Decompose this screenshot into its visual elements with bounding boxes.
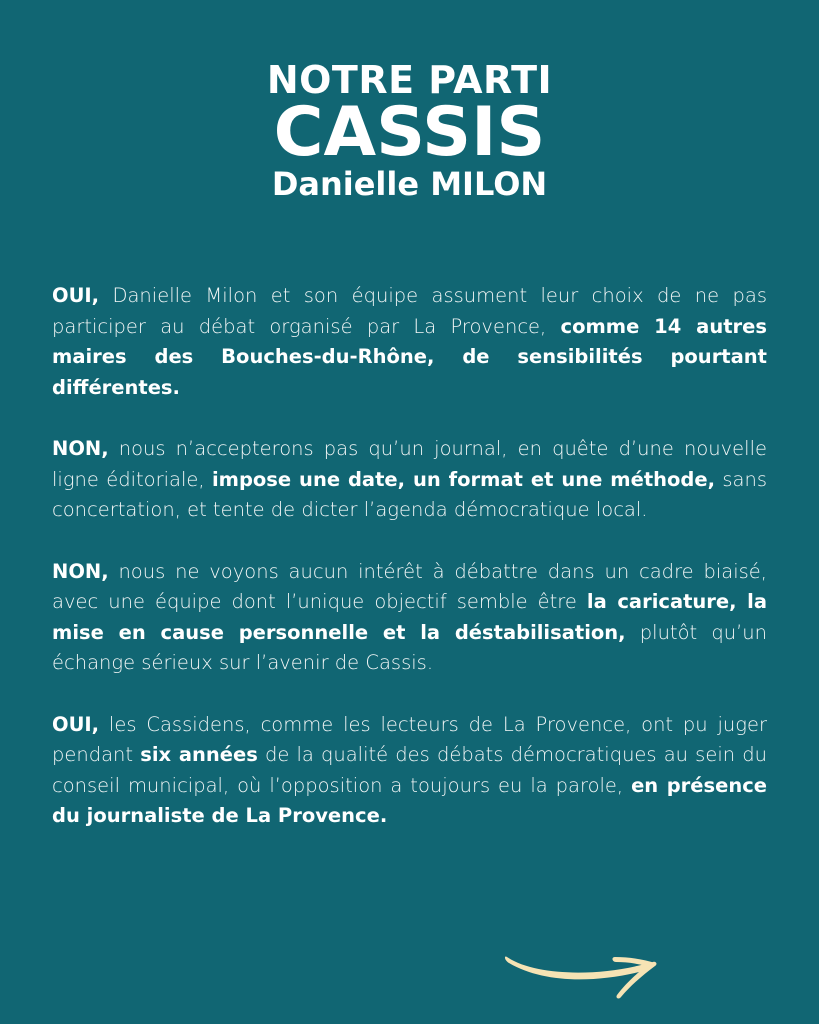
header-town-name: CASSIS <box>273 93 546 172</box>
header-candidate-name: Danielle MILON <box>271 165 548 203</box>
para-1-seg-1: Danielle Milon et son équipe assument leur choix de ne pas participer au débat organisé par La Provence, <box>52 284 767 338</box>
para-4-seg-4: en présence du journaliste de La Provence. <box>52 773 767 827</box>
arrow-right-svg <box>503 945 663 1005</box>
para-4-seg-0: OUI, <box>52 712 100 736</box>
para-3-seg-3: plutôt qu’un échange sérieux sur l’avenir de Cassis. <box>52 620 767 674</box>
paragraph-oui-2 <box>52 710 767 832</box>
para-2-seg-2: impose une date, un format et une méthode, <box>211 467 716 491</box>
para-1-seg-0: OUI, <box>52 284 100 307</box>
paragraph-non-2 <box>52 557 767 679</box>
para-2-seg-1: nous n’accepterons pas qu’un journal, en quête d’une nouvelle ligne éditoriale, <box>52 437 767 491</box>
paragraph-oui-1 <box>52 281 767 403</box>
para-2-seg-3: sans concertation, et tente de dicter l’agenda démocratique local. <box>52 467 767 521</box>
para-3-seg-1: nous ne voyons aucun intérêt à débattre dans un cadre biaisé, avec une équipe dont l’unique objectif semble être <box>52 559 767 613</box>
para-1-seg-2: comme 14 autres maires des Bouches-du-Rhône, de sensibilités pourtant différentes. <box>52 314 767 399</box>
para-3-seg-2: la caricature, la mise en cause personnelle et la déstabilisation, <box>52 590 768 644</box>
para-2-seg-0: NON, <box>52 437 109 460</box>
para-3-seg-0: NON, <box>52 559 109 583</box>
paragraph-non-1 <box>52 434 767 526</box>
header <box>0 60 819 202</box>
statement-body <box>52 281 767 863</box>
arrow-right-icon[interactable] <box>503 945 663 1005</box>
para-4-seg-1: les Cassidens, comme les lecteurs de La Provence, ont pu juger pendant <box>52 712 767 766</box>
para-4-seg-2: six années <box>140 743 258 766</box>
para-4-seg-3: de la qualité des débats démocratiques au sein du conseil municipal, où l’opposition a toujours eu la parole, <box>52 743 767 797</box>
header-party-label: NOTRE PARTI <box>266 58 553 102</box>
